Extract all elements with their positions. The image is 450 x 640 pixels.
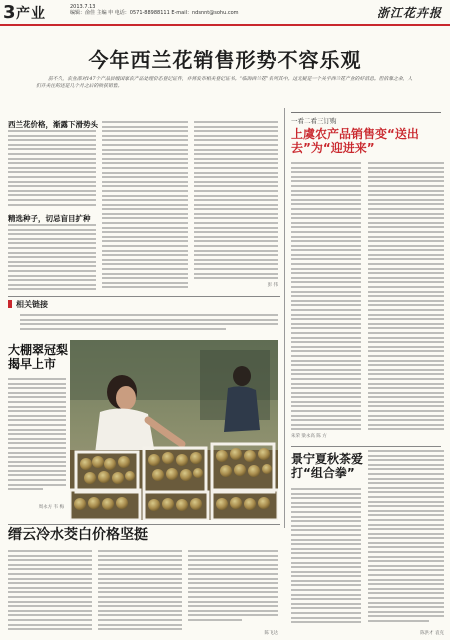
body-col-3 [194,121,278,281]
side-top-rule [291,112,441,113]
main-byline: 彭 伟 [267,283,278,288]
main-lede: 前不久，农业部对147个产品县级国家农产品处理价态登记证件，并将发布相关登记证书。“临海西兰花”名列其中。这无疑是一个关乎西兰花产业的好消息。但依靠之余，人们开关注的还是几个月之后的收获销售。 [36,77,413,90]
side-col-2 [368,162,444,432]
header-meta [70,4,239,16]
side-col-1 [291,162,361,430]
right-bottom-col-1 [291,488,361,628]
right-bottom-byline: 陈洪才 袁克 [420,631,444,636]
editor-line: 编辑：俞佳 主编 申 电话：0571-88988111 E-mail：ndsnnt@sohu.com [70,10,239,16]
bottom-headline: 缙云冷水茭白价格坚挺 [8,527,148,543]
right-bottom-headline: 景宁夏秋茶爱打“组合拳” [291,452,364,480]
photo-byline: 周永方 韦 梅 [38,505,64,510]
section-name: 产业 [16,6,46,22]
main-headline: 今年西兰花销售形势不容乐观 [88,48,362,72]
related-text [20,314,278,334]
column-divider [284,108,285,528]
bottom-col-3 [188,550,278,628]
photo-caption [8,378,66,490]
bottom-col-2 [98,550,182,636]
bottom-col-1 [8,550,92,636]
pear-market-photo [70,340,278,520]
body-col-1b [8,224,96,290]
bottom-rule [8,524,280,525]
page-header [0,0,450,24]
related-tag: 相关链接 [8,299,48,310]
right-bottom-col-2 [368,450,444,628]
side-kicker: 一看二看三订购 [291,117,337,125]
bottom-byline: 陈飞达 [264,631,278,636]
photo-headline: 大棚翠冠梨揭早上市 [8,343,69,371]
subhead-price: 西兰花价格，渐露下滑势头 [8,120,98,129]
page-number: 3 [3,2,16,23]
right-bottom-rule [291,446,441,447]
body-col-1 [8,130,96,208]
issue-date: 2013.7.13 [70,4,96,10]
subhead-seed: 精选种子，切忌盲目扩种 [8,214,91,223]
side-headline: 上虞农产品销售变“送出去”为“迎进来” [291,127,419,155]
pear-photo-illustration [70,340,278,520]
side-byline: 朱荣 梁永高 陈 方 [291,434,327,439]
related-rule [8,296,280,297]
header-rule [0,24,450,26]
body-col-2 [102,121,188,289]
masthead: 浙江花卉报 [376,6,442,20]
